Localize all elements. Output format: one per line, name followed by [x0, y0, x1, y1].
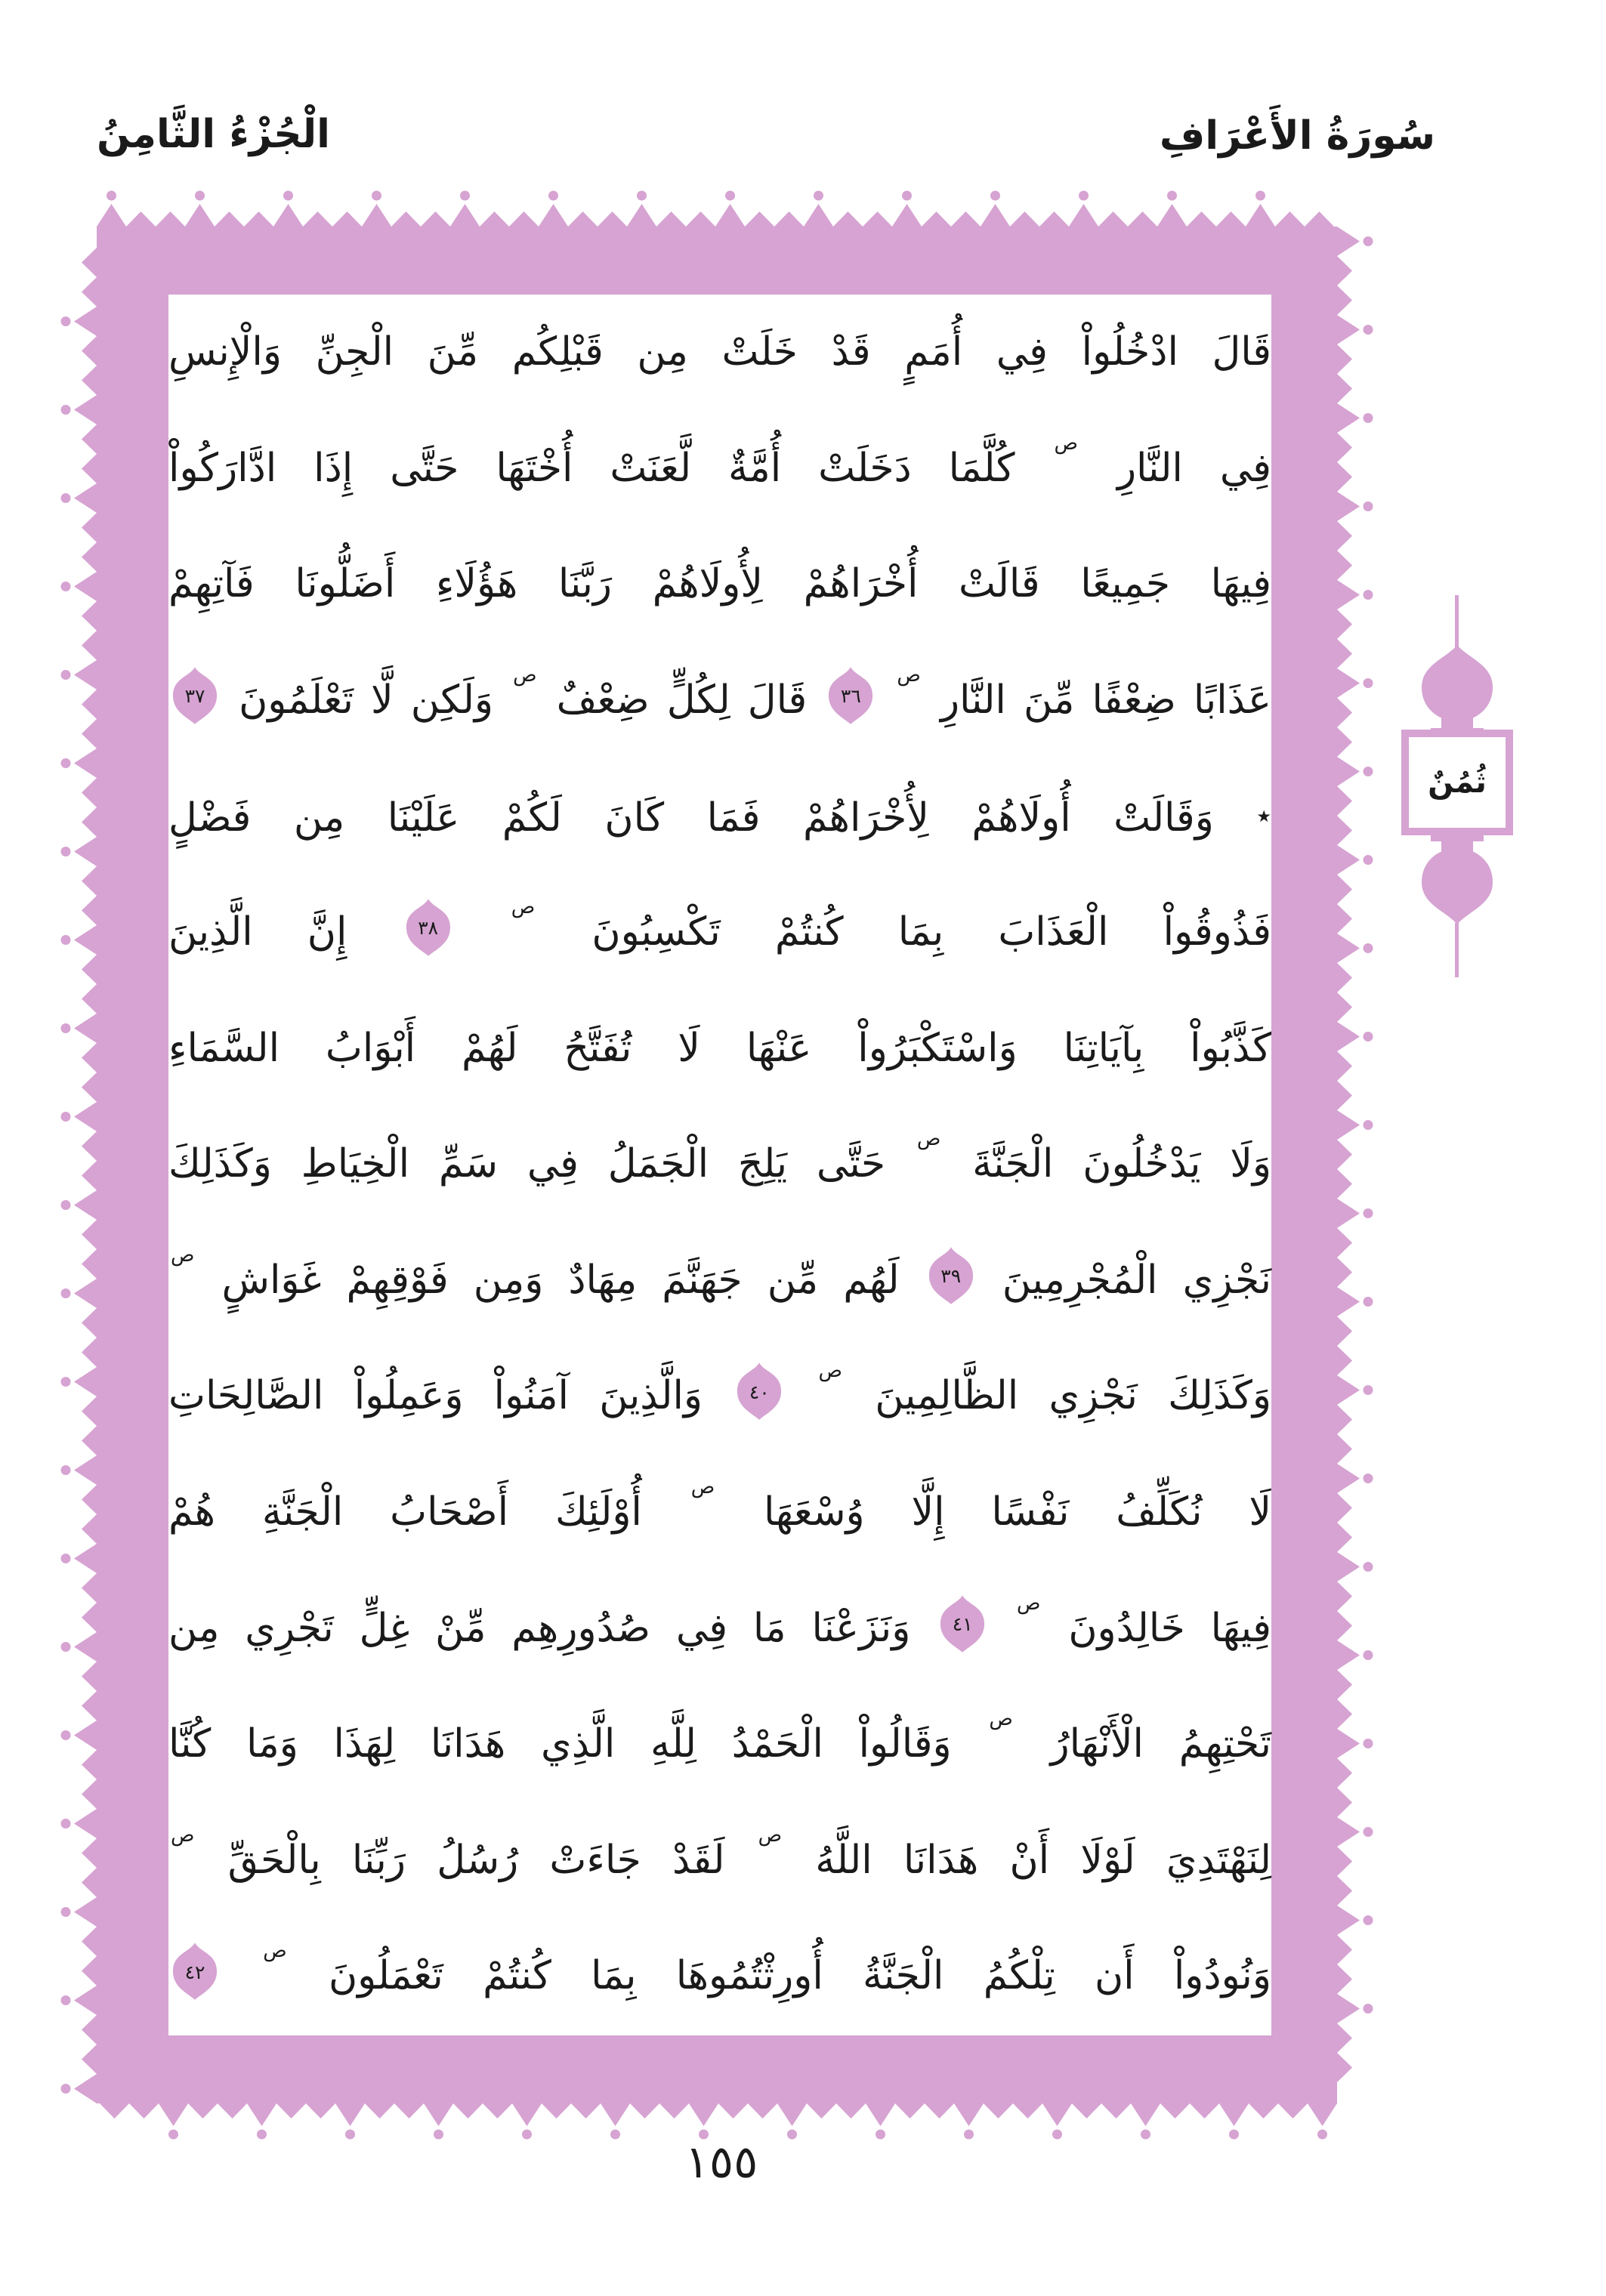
- ayah-end-medallion-icon: [928, 1246, 974, 1307]
- quran-line-12: [168, 1571, 1271, 1687]
- ayah-text: قَالَ ادْخُلُواْ فِي أُمَمٍ قَدْ خَلَتْ مِن قَبْلِكُم مِّنَ الْجِنِّ وَالْإِنسِ: [168, 329, 1271, 375]
- quran-line-2: [168, 411, 1271, 527]
- quran-line-6: [168, 875, 1271, 991]
- ayah-text: وَقَالُواْ الْحَمْدُ لِلَّهِ الَّذِي هَدَانَا لِهَذَا وَمَا كُنَّا: [168, 1721, 952, 1767]
- ayah-text: لَقَدْ جَاءَتْ رُسُلُ رَبِّنَا بِالْحَقِّ: [227, 1837, 725, 1883]
- waqf-sign: ص: [989, 1708, 1013, 1731]
- waqf-sign: ص: [1017, 1591, 1041, 1615]
- ayah-text: وَقَالَتْ أُولَاهُمْ لِأُخْرَاهُمْ فَمَا كَانَ لَكُمْ عَلَيْنَا مِن فَضْلٍ: [168, 795, 1214, 841]
- ayah-text: وَكَذَلِكَ نَجْزِي الظَّالِمِينَ: [875, 1373, 1272, 1419]
- ayah-end-medallion-icon: [827, 666, 874, 727]
- ayah-text: قَالَ لِكُلٍّ ضِعْفٌ: [556, 677, 808, 723]
- ayah-number: ٣٩: [940, 1265, 962, 1288]
- ayah-text: إِنَّ الَّذِينَ: [168, 909, 347, 955]
- ayah-text: لَهُم مِّن جَهَنَّمَ مِهَادٌ وَمِن فَوْقِهِمْ غَوَاشٍ: [221, 1257, 900, 1303]
- waqf-sign: ص: [758, 1823, 783, 1847]
- ayah-text: وَلَا يَدْخُلُونَ الْجَنَّةَ: [972, 1141, 1272, 1187]
- quran-line-13: [168, 1687, 1271, 1803]
- ayah-number: ٤٢: [184, 1961, 205, 1983]
- waqf-sign: ص: [513, 663, 537, 687]
- ayah-text: فِيهَا خَالِدُونَ: [1068, 1605, 1271, 1651]
- quran-line-8: [168, 1106, 1271, 1223]
- ayah-text: أُوْلَئِكَ أَصْحَابُ الْجَنَّةِ هُمْ: [168, 1489, 642, 1535]
- thumun-marker-label: ثُمُنٌ: [1428, 765, 1487, 800]
- ayah-text: فِي النَّارِ: [1116, 445, 1272, 491]
- quran-line-1: [168, 295, 1271, 411]
- quran-line-7: [168, 991, 1271, 1107]
- ayah-number: ٣٦: [840, 685, 861, 708]
- thumun-marker-frame: [1401, 730, 1513, 835]
- ayah-text: فَذُوقُواْ الْعَذَابَ بِمَا كُنتُمْ تَكْسِبُونَ: [591, 909, 1272, 955]
- ayah-number: ٣٨: [418, 917, 439, 940]
- ayah-text: حَتَّى يَلِجَ الْجَمَلُ فِي سَمِّ الْخِيَاطِ وَكَذَلِكَ: [168, 1141, 886, 1187]
- ayah-text: كَذَّبُواْ بِآيَاتِنَا وَاسْتَكْبَرُواْ عَنْهَا لَا تُفَتَّحُ لَهُمْ أَبْوَابُ السَّمَاءِ: [168, 1025, 1271, 1071]
- quran-text-block: [168, 295, 1271, 2035]
- ayah-text: فِيهَا جَمِيعًا قَالَتْ أُخْرَاهُمْ لِأُولَاهُمْ رَبَّنَا هَؤُلَاءِ أَضَلُّونَا فَآتِهِمْ: [168, 561, 1271, 607]
- waqf-sign: ص: [171, 1823, 195, 1847]
- ayah-end-medallion-icon: [736, 1362, 783, 1422]
- ayah-number: ٤١: [952, 1613, 973, 1636]
- waqf-sign: ص: [897, 663, 921, 687]
- quran-line-11: [168, 1455, 1271, 1571]
- ayah-end-medallion-icon: [405, 898, 452, 958]
- juz-header: الْجُزْءُ الثَّامِنُ: [97, 112, 330, 157]
- quran-line-5: [168, 758, 1271, 875]
- ayah-text: وَنَزَعْنَا مَا فِي صُدُورِهِم مِّنْ غِلٍّ تَجْرِي مِن: [168, 1605, 911, 1651]
- waqf-sign: ص: [511, 895, 536, 918]
- marker-dome-bottom-icon: [1414, 831, 1500, 926]
- ayah-number: ٤٠: [749, 1381, 770, 1403]
- waqf-sign: ص: [818, 1359, 842, 1383]
- ayah-text: نَجْزِي الْمُجْرِمِينَ: [1002, 1257, 1271, 1303]
- ayah-end-medallion-icon: [171, 666, 218, 727]
- marker-stem-bottom: [1455, 923, 1459, 977]
- ayah-text: وَلَكِن لَّا تَعْلَمُونَ: [239, 677, 494, 723]
- ayah-text: لِنَهْتَدِيَ لَوْلَا أَنْ هَدَانَا اللَّهُ: [815, 1837, 1272, 1883]
- quran-line-10: [168, 1338, 1271, 1455]
- ayah-end-medallion-icon: [171, 1942, 218, 2002]
- waqf-sign: ص: [263, 1940, 287, 1963]
- quran-line-4: [168, 643, 1271, 759]
- marker-stem-top: [1455, 595, 1459, 648]
- ayah-text: عَذَابًا ضِعْفًا مِّنَ النَّارِ: [940, 677, 1272, 723]
- waqf-sign: ص: [916, 1128, 941, 1151]
- marker-dome-top-icon: [1414, 643, 1500, 739]
- surah-header: سُورَةُ الأَعْرَافِ: [1159, 113, 1435, 159]
- quran-line-14: [168, 1803, 1271, 1919]
- ayah-end-medallion-icon: [939, 1594, 986, 1655]
- ayah-text: وَالَّذِينَ آمَنُواْ وَعَمِلُواْ الصَّالِحَاتِ: [168, 1373, 703, 1419]
- rub-el-hizb-star-icon: ٭: [1256, 801, 1271, 832]
- ayah-text: تَحْتِهِمُ الْأَنْهَارُ: [1050, 1721, 1272, 1767]
- quran-line-3: [168, 526, 1271, 643]
- ayah-number: ٣٧: [184, 685, 205, 708]
- quran-line-15: [168, 1918, 1271, 2035]
- ayah-text: وَنُودُواْ أَن تِلْكُمُ الْجَنَّةُ أُورِثْتُمُوهَا بِمَا كُنتُمْ تَعْمَلُونَ: [328, 1953, 1272, 1999]
- waqf-sign: ص: [1054, 431, 1078, 455]
- waqf-sign: ص: [690, 1475, 715, 1498]
- ayah-text: كُلَّمَا دَخَلَتْ أُمَّةٌ لَّعَنَتْ أُخْتَهَا حَتَّى إِذَا ادَّارَكُواْ: [168, 445, 1015, 491]
- ayah-text: لَا نُكَلِّفُ نَفْسًا إِلَّا وُسْعَهَا: [764, 1489, 1272, 1535]
- waqf-sign: ص: [171, 1243, 195, 1267]
- quran-line-9: [168, 1223, 1271, 1339]
- page-number: ١٥٥: [684, 2136, 758, 2189]
